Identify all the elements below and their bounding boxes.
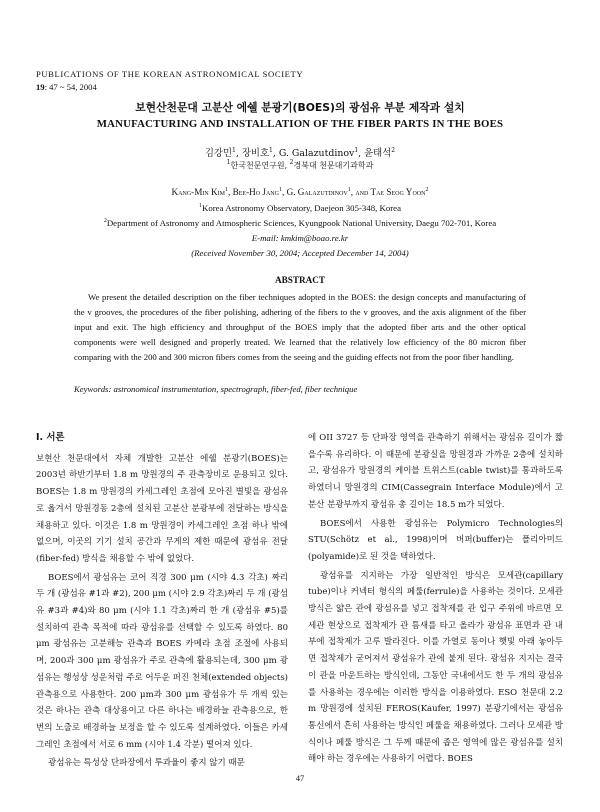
separator: ,: [235, 148, 242, 159]
affil-mark: 1: [226, 159, 231, 166]
separator: ,: [272, 148, 279, 159]
abstract-heading: ABSTRACT: [274, 275, 326, 285]
left-column: [36, 430, 288, 774]
separator: ,: [228, 187, 233, 197]
separator: , and: [350, 187, 371, 197]
paragraph: BOES에서 사용한 광섬유는 Polymicro Technologies의 STU(Schötz et al., 1998)이며 버퍼(buffer)는 폴리아미드(polyamide)로 된 것을 택하였다.: [308, 518, 563, 562]
affiliation-text: Korea Astronomy Observatory, Daejeon 305-348, Korea: [201, 203, 401, 213]
title-korean: 보현산천문대 고분산 에쉘 분광기(BOES)의 광섬유 부분 제작과 설치: [135, 101, 465, 114]
journal-volume: [36, 82, 97, 92]
affil-mark: 2: [391, 147, 396, 154]
affil-mark: 2: [289, 159, 294, 166]
affil-mark: 1: [198, 203, 202, 209]
paragraph: BOES에서 광섬유는 코어 직경 300 μm (시야 4.3 각초) 짜리 두 개 (광섬유 #1과 #2), 200 μm (시야 2.9 각초)짜리 두 개 (광섬유 #3과 #4)와 80 μm (시야 1.1 각초)짜리 한 개 (광섬유 #5)를 설치하여 관측 목적에 따라 광섬유를 선택할 수 있도록 하였다. 80 μm 광섬유는 고분해능 관측과 BOES 카메라 초점 조절에 사용되며, 200과 300 μm 광섬유가 주로 관측에 활용되는데, 300 μm 광섬유는 행성상 성운처럼 주로 어두운 퍼진 천체(extended objects) 관측용으로 사용한다. 200 μm과 300 μm 광섬유가 두 개씩 있는 것은 하나는 관측 대상용이고 다른 하나는 배경하늘 관측용으로, 한번의 노출로 배경하늘 보정을 할 수 있도록 설계하였다. 이들은 카세그레인 초점에서 서로 6 mm (시야 1.4 각분) 떨어져 있다.: [36, 572, 288, 750]
authors-korean: [0, 145, 600, 159]
affil-mark: 2: [103, 218, 107, 224]
right-column: [308, 430, 563, 770]
author-3-en: G. Galazutdinov: [286, 187, 348, 197]
paragraph: 에 OII 3727 등 단파장 영역을 관측하기 위해서는 광섬유 길이가 짧을수록 유리하다. 이 때문에 분광실을 망원경과 가까운 2층에 설치하고, 광섬유가 망원경의 케이블 트위스트(cable twist)를 통과하도록 하였더니 망원경의 CIM(Cassegrain Interface Module)에서 고분산 분광부까지 광섬유 총 길이는 18.5 m가 되었다.: [308, 433, 563, 510]
paragraph: 보현산 천문대에서 자체 개발한 고분산 에쉘 분광기(BOES)는 2003년 하반기부터 1.8 m 망원경의 주 관측장비로 운용되고 있다. BOES는 1.8 m 망원경의 카세그레인 초점에 모아진 별빛을 광섬유로 옮겨서 망원경동 2층에 설치된 고분산 분광부에 전달하는 방식을 채용하고 있다. 이것은 1.8 m 망원경이 카세그레인 초점 하나 밖에 없으며, 이곳의 기기 설치 공간과 무게의 제한 때문에 광섬유 전달(fiber-fed) 방식을 채용할 수 밖에 없었다.: [36, 453, 288, 564]
author-2-ko: 장비호: [241, 148, 270, 159]
affiliation-text: Department of Astronomy and Atmospheric Sciences, Kyungpook National University, Daegu 702-701, Korea: [106, 218, 497, 228]
paragraph: 광섬유를 지지하는 가장 일반적인 방식은 모세관(capillary tube)이나 커넥터 형식의 페룰(ferrule)을 사용하는 것이다. 모세관 방식은 얇은 관에 광섬유를 넣고 접착제를 관 입구 주위에 바르면 모세관 현상으로 접착제가 관 틈새를 타고 올라가 광섬유 표면과 관 내부에 접착제가 고루 발라진다. 이를 가열로 동이나 햇빛 아래 놓아두면 접착제가 굳어져서 광섬유가 관에 붙게 된다. 광섬유 지지는 결국 이 관을 마운트하는 방식인데, 그동안 국내에서도 한 두 개의 광섬유를 사용하는 경우에는 이러한 방식을 이용하였다. ESO 천문대 2.2 m 망원경에 설치된 FEROS(Kaufer, 1997) 분광기에서는 광섬유 통신에서 흔히 사용하는 방식인 페룰을 채용하였다. 그러나 모세관 방식이나 페룰 방식은 그 두께 때문에 좁은 영역에 많은 광섬유를 설치해야 하는 경우에는 사용하기 어렵다. BOES: [308, 570, 563, 765]
affil-mark: 1: [354, 147, 359, 154]
authors-english: [0, 187, 600, 197]
author-4-ko: 윤태석: [364, 148, 392, 159]
author-1-en: Kang-Min Kim: [171, 187, 226, 197]
affil-mark: 1: [225, 187, 229, 193]
page-number: 47: [295, 773, 305, 783]
keywords-label: Keywords: [74, 384, 109, 394]
separator: ,: [281, 187, 287, 197]
affil-mark: 2: [425, 187, 429, 193]
author-4-en: Tae Seog Yoon: [370, 187, 426, 197]
volume-pages: : 47 ~ 54, 2004: [44, 82, 97, 92]
separator: ,: [358, 148, 365, 159]
paragraph: 광섬유는 특성상 단파장에서 투과율이 좋지 않기 때문: [48, 758, 245, 769]
section-heading: I. 서론: [36, 432, 65, 443]
journal-name: PUBLICATIONS OF THE KOREAN ASTRONOMICAL SOCIETY: [36, 69, 304, 79]
received-dates: (Received November 30, 2004; Accepted December 14, 2004): [191, 248, 409, 258]
author-1-ko: 김강민: [204, 148, 233, 159]
affiliation-2-ko: 경북대 천문대기과학과: [293, 161, 374, 170]
affil-mark: 1: [269, 147, 273, 154]
affiliation-2-en: [0, 218, 600, 228]
affiliation-1-ko: 한국천문연구원,: [230, 161, 290, 170]
affiliations-korean: [0, 160, 600, 171]
keywords-values: : astronomical instrumentation, spectrograph, fiber-fed, fiber technique: [108, 384, 358, 394]
author-2-en: Bee-Ho Jang: [232, 187, 279, 197]
title-english: MANUFACTURING AND INSTALLATION OF THE FIBER PARTS IN THE BOES: [96, 118, 504, 130]
keywords: [74, 384, 357, 394]
affil-mark: 1: [278, 187, 282, 193]
affil-mark: 1: [347, 187, 351, 193]
abstract-body: We present the detailed description on the fiber techniques adopted in the BOES: the design concepts and manufacturing of the v grooves, the procedures of the fiber polishing, adhering of the fibers to the v grooves, and the axis alignment of the fiber input and exit. The high efficiency and throughput of the BOES imply that the adopted fiber arts and the other optical components were well designed and properly treated. We learned that the relatively low efficiency of the 80 micron fiber comparing with the 200 and 300 micron fibers comes from the seeing and the guiding effects not from the poor fiber handling.: [74, 292, 526, 362]
contact-email: E-mail: kmkim@boao.re.kr: [251, 233, 349, 243]
author-3-ko: G. Galazutdinov: [278, 148, 355, 159]
affil-mark: 1: [232, 147, 236, 154]
affiliation-1-en: [0, 203, 600, 213]
volume-number: 19: [36, 82, 45, 92]
